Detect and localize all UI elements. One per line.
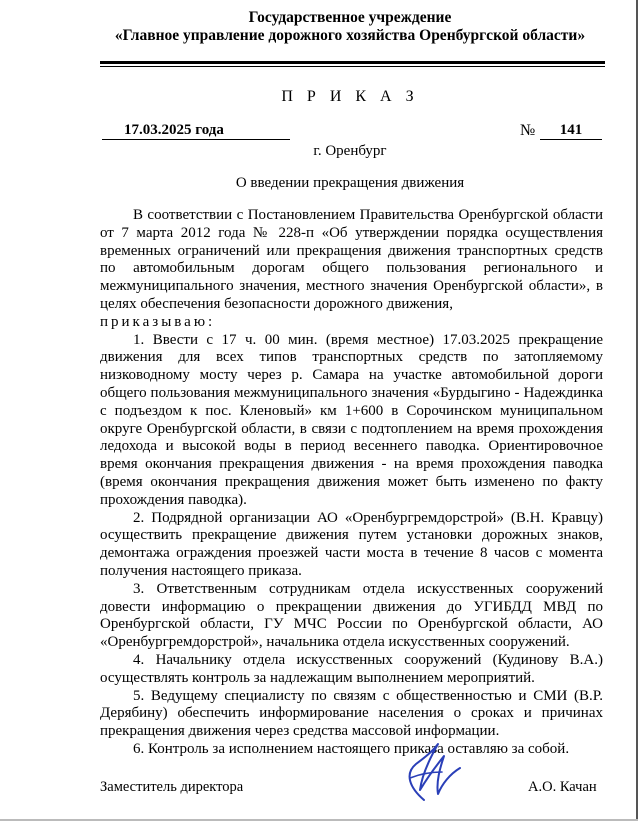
order-date: 17.03.2025 года [102,122,290,140]
order-item-3: 3. Ответственным сотрудникам отдела искусственных сооружений довести информацию о прекращении движения до УГИБДД МВД по Оренбургской области, ГУ МЧС России по Оренбургской области, АО «Оренбургремдорстрой», начальника отдела искусственных сооружений. [100,580,603,651]
document-title: П Р И К А З [281,88,419,105]
organization-line-1: Государственное учреждение [248,9,452,26]
header-rule-thin [100,66,605,67]
order-word: приказываю: [100,313,216,330]
order-item-4: 4. Начальнику отдела искусственных сооружений (Кудинову В.А.) осуществлять контроль за надлежащим выполнением мероприятий. [100,651,603,686]
header-rule-thick [100,61,605,64]
organization-line-2: «Главное управление дорожного хозяйства Оренбургской области» [114,27,586,44]
order-number: 141 [540,122,602,140]
preamble-paragraph: В соответствии с Постановлением Правительства Оренбургской области от 7 марта 2012 года № 228-п «Об утверждении порядка осуществления временных ограничений или прекращения движения транспортных средств по автомобильным дорогам общего пользования регионального и межмуниципального значения, местного значения Оренбургской области», в целях обеспечения безопасности дорожного движения, [100,207,603,312]
order-number-label: № [520,122,536,139]
order-item-6: 6. Контроль за исполнением настоящего приказа оставляю за собой. [133,740,570,757]
order-item-2: 2. Подрядной организации АО «Оренбургремдорстрой» (В.Н. Кравцу) осуществить прекращение движения путем установки дорожных знаков, демонтажа ограждения проезжей части моста в течение 8 часов с момента получения настоящего приказа. [100,509,603,579]
signatory-name: А.О. Качан [528,779,597,795]
order-city: г. Оренбург [313,143,387,159]
order-item-5: 5. Ведущему специалисту по связям с общественностью и СМИ (В.Р. Дерябину) обеспечить информирование населения о сроках и причинах прекращения движения через средства массовой информации. [100,687,603,740]
handwritten-signature [380,738,470,808]
order-body [100,207,603,759]
order-item-1: 1. Ввести с 17 ч. 00 мин. (время местное) 17.03.2025 прекращение движения для всех типов транспортных средств по затопляемому низководному мосту через р. Самара на участке автомобильной дороги общего пользования межмуниципального значения «Бурдыгино - Надеждинка с подъездом к пос. Кленовый» км 1+600 в Сорочинском муниципальном округе Оренбургской области, в связи с подтоплением на время прохождения ледохода и высокой воды в период весеннего паводка. Ориентировочное время окончания прекращения движения - на время прохождения паводка (время окончания прекращения движения может быть изменено по факту прохождения паводка). [100,331,603,508]
order-subject: О введении прекращения движения [235,175,465,191]
signatory-title: Заместитель директора [100,779,244,795]
